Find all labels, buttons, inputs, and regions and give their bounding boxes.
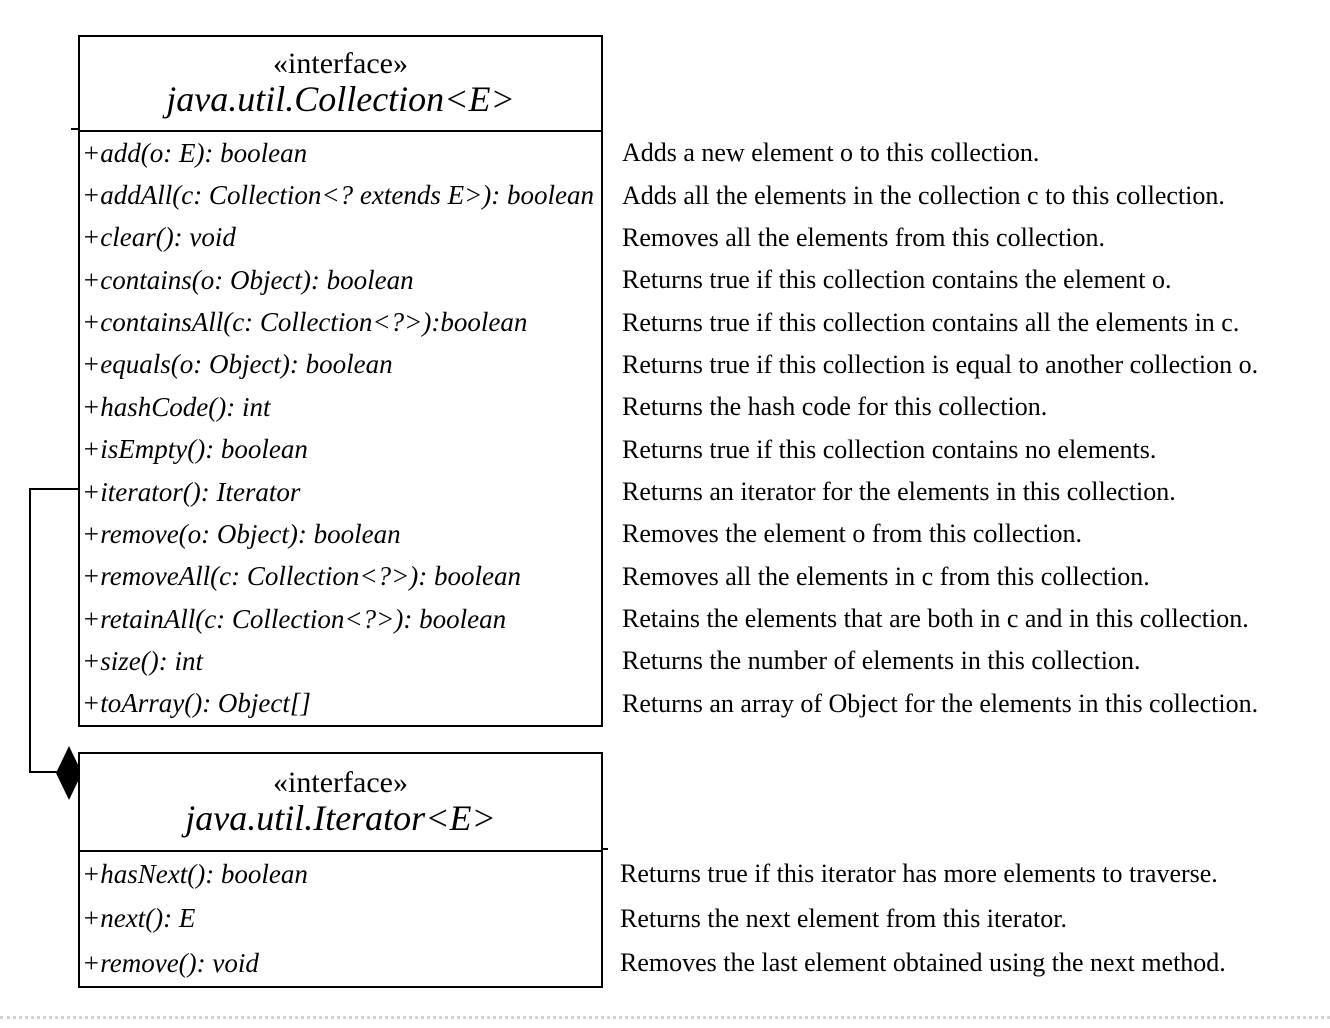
method-signature: +hashCode(): int — [82, 391, 271, 422]
composition-connector-vertical-segment — [29, 488, 31, 773]
method-description: Returns an array of Object for the elements in this collection. — [622, 688, 1259, 718]
method-description: Returns true if this collection is equal to another collection o. — [622, 349, 1259, 379]
method-signature: +containsAll(c: Collection<?>):boolean — [82, 307, 528, 338]
method-signature: +addAll(c: Collection<? extends E>): boolean — [82, 180, 595, 211]
method-signature: +isEmpty(): boolean — [82, 434, 308, 465]
iterator-name: java.util.Iterator<E> — [185, 797, 496, 838]
method-signature: +add(o: E): boolean — [82, 137, 308, 168]
iterator-title-compartment — [80, 754, 601, 852]
method-description: Removes the element o from this collection. — [622, 519, 1082, 549]
method-description: Returns the hash code for this collection. — [622, 392, 1048, 422]
method-description: Returns an iterator for the elements in this collection. — [622, 477, 1176, 507]
method-signature: +toArray(): Object[] — [82, 688, 311, 719]
composition-connector-top-segment — [29, 488, 80, 490]
collection-descriptions — [622, 132, 1328, 725]
method-description: Adds a new element o to this collection. — [622, 138, 1040, 168]
collection-stereotype: «interface» — [273, 47, 408, 81]
collection-title-separator-overhang — [71, 128, 80, 130]
iterator-methods — [80, 852, 601, 986]
iterator-stereotype: «interface» — [273, 765, 408, 799]
iterator-title-separator-overhang — [601, 848, 608, 850]
method-signature: +iterator(): Iterator — [82, 476, 301, 507]
method-signature: +contains(o: Object): boolean — [82, 264, 414, 295]
method-description: Removes all the elements from this collection. — [622, 222, 1106, 252]
method-description: Returns the number of elements in this collection. — [622, 646, 1141, 676]
composition-connector-bottom-segment — [29, 771, 59, 773]
iterator-descriptions — [620, 852, 1326, 986]
iterator-interface-box — [78, 752, 603, 988]
method-description: Adds all the elements in the collection c to this collection. — [622, 180, 1225, 210]
method-description: Removes the last element obtained using the next method. — [620, 948, 1226, 978]
method-description: Returns true if this collection contains all the elements in c. — [622, 307, 1240, 337]
method-description: Retains the elements that are both in c and in this collection. — [622, 604, 1249, 634]
method-description: Returns true if this iterator has more elements to traverse. — [620, 859, 1218, 889]
method-signature: +remove(o: Object): boolean — [82, 518, 401, 549]
method-signature: +equals(o: Object): boolean — [82, 349, 393, 380]
collection-interface-box — [78, 35, 603, 727]
method-signature: +removeAll(c: Collection<?>): boolean — [82, 561, 522, 592]
collection-name: java.util.Collection<E> — [166, 79, 515, 120]
method-signature: +retainAll(c: Collection<?>): boolean — [82, 603, 507, 634]
method-signature: +size(): int — [82, 645, 203, 676]
collection-methods — [80, 132, 601, 725]
method-description: Removes all the elements in c from this collection. — [622, 561, 1150, 591]
method-signature: +hasNext(): boolean — [82, 858, 308, 889]
method-signature: +next(): E — [82, 903, 196, 934]
bottom-dotted-rule — [0, 1016, 1330, 1019]
method-description: Returns true if this collection contains the element o. — [622, 265, 1172, 295]
method-description: Returns true if this collection contains no elements. — [622, 434, 1157, 464]
collection-title-compartment — [80, 37, 601, 132]
method-description: Returns the next element from this iterator. — [620, 903, 1067, 933]
method-signature: +remove(): void — [82, 947, 259, 978]
method-signature: +clear(): void — [82, 222, 236, 253]
